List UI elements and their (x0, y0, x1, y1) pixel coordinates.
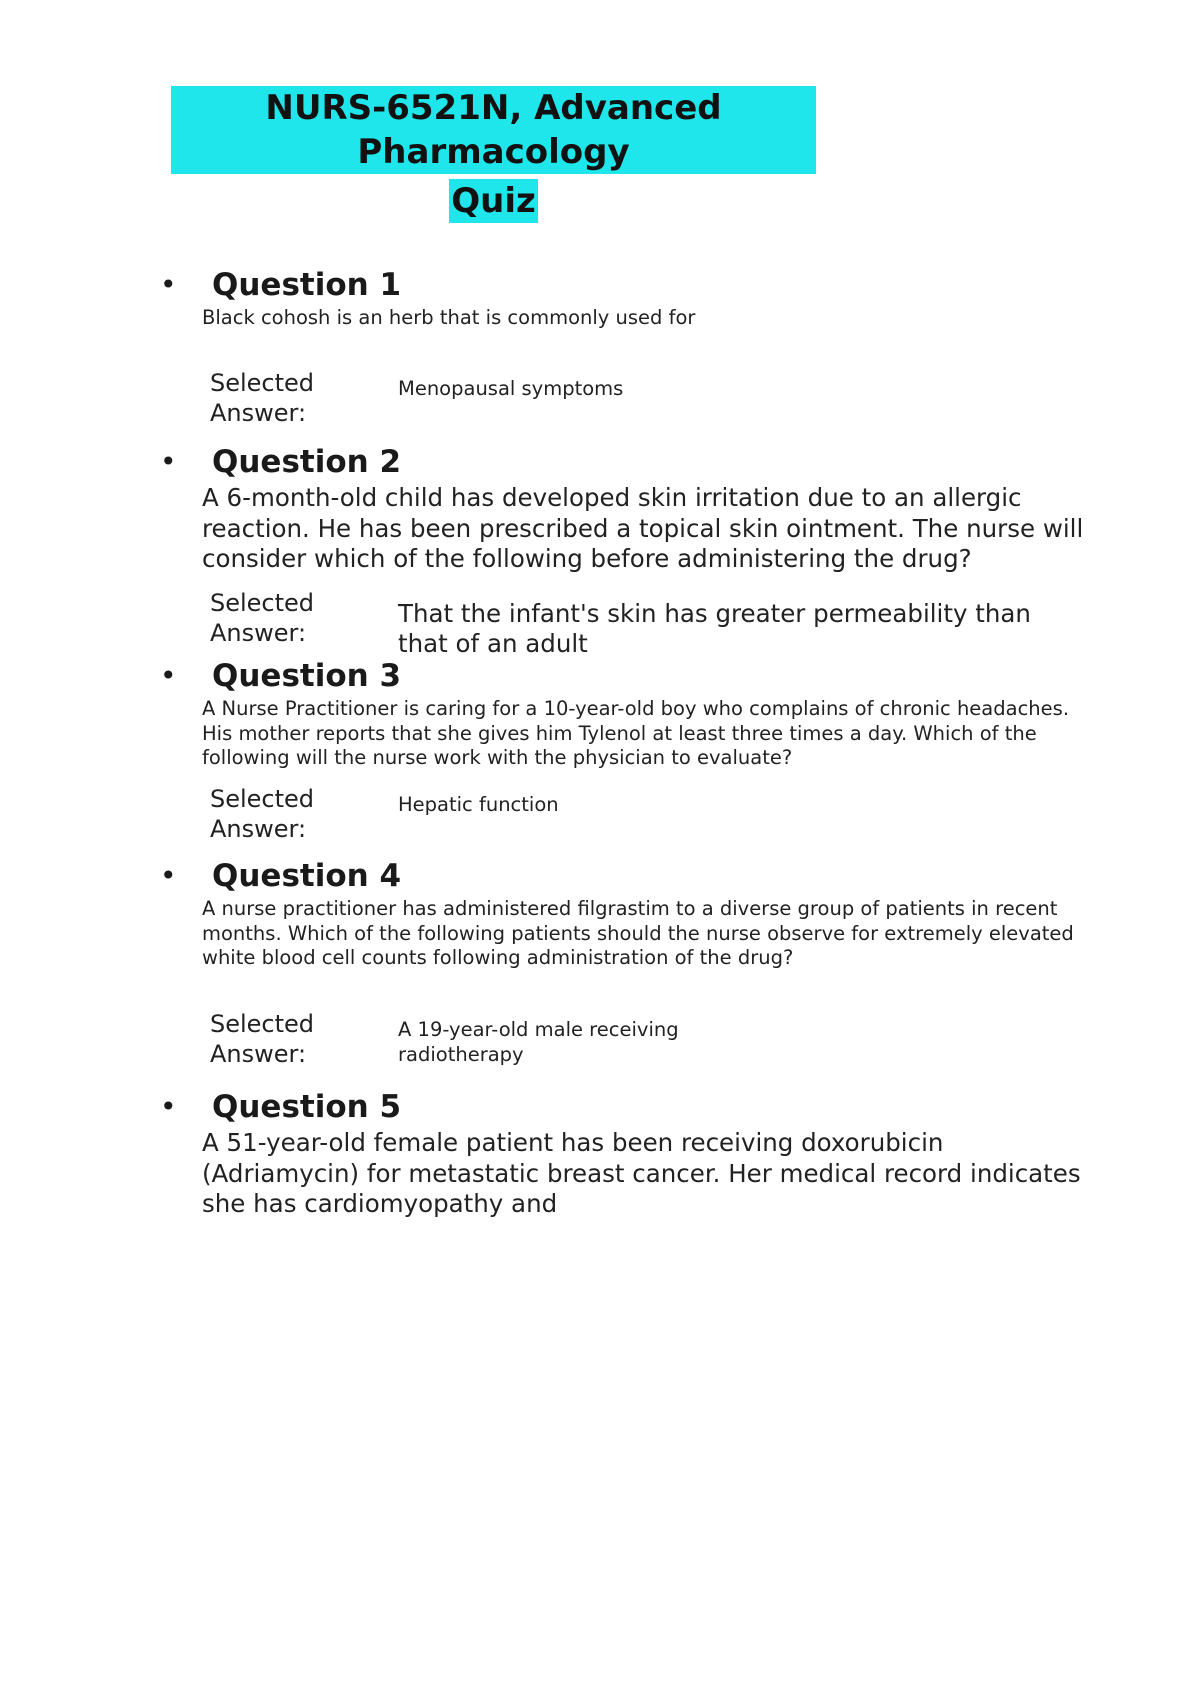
selected-answer-label: Selected Answer: (210, 588, 315, 647)
selected-answer-label: Selected Answer: (210, 368, 315, 427)
selected-answer-value: Hepatic function (398, 792, 559, 816)
title-line-quiz: Quiz (451, 181, 536, 221)
bullet-icon: • (160, 445, 177, 478)
question-text: Black cohosh is an herb that is commonly used for (202, 306, 696, 329)
question-title: Question 3 (212, 658, 402, 694)
question-text: A nurse practitioner has administered filgrastim to a diverse group of patients in recent months. Which of the following patients should the nurse observe for extremely elevated white blood cell counts following administration of the drug? (202, 897, 1074, 969)
question-5 (160, 1088, 1090, 1220)
selected-answer-value: That the infant's skin has greater permeability than that of an adult (398, 598, 1031, 658)
question-1 (160, 266, 1090, 438)
selected-answer-value: Menopausal symptoms (398, 376, 624, 400)
question-4 (160, 857, 1090, 1079)
question-title: Question 4 (212, 858, 402, 894)
selected-answer-label: Selected Answer: (210, 784, 315, 843)
selected-answer (210, 588, 1090, 658)
document-title (171, 86, 816, 223)
selected-answer (210, 368, 1090, 438)
selected-answer (210, 1009, 1090, 1079)
question-2 (160, 443, 1090, 658)
selected-answer-value: A 19-year-old male receiving radiotherapy (398, 1017, 679, 1066)
question-text: A 51-year-old female patient has been receiving doxorubicin (Adriamycin) for metastatic breast cancer. Her medical record indicates she has cardiomyopathy and (202, 1128, 1081, 1218)
selected-answer-label: Selected Answer: (210, 1009, 315, 1068)
question-title: Question 2 (212, 444, 402, 480)
title-line-course: NURS-6521N, Advanced Pharmacology (171, 86, 816, 174)
question-title: Question 5 (212, 1089, 402, 1125)
question-3 (160, 657, 1090, 854)
selected-answer (210, 784, 1090, 854)
bullet-icon: • (160, 268, 177, 301)
bullet-icon: • (160, 1090, 177, 1123)
question-text: A 6-month-old child has developed skin irritation due to an allergic reaction. He has been prescribed a topical skin ointment. The nurse will consider which of the following before administering the drug? (202, 483, 1084, 573)
question-title: Question 1 (212, 267, 402, 303)
bullet-icon: • (160, 659, 177, 692)
question-text: A Nurse Practitioner is caring for a 10-year-old boy who complains of chronic headaches. His mother reports that she gives him Tylenol at least three times a day. Which of the following will the nurse work with the physician to evaluate? (202, 697, 1070, 769)
bullet-icon: • (160, 859, 177, 892)
